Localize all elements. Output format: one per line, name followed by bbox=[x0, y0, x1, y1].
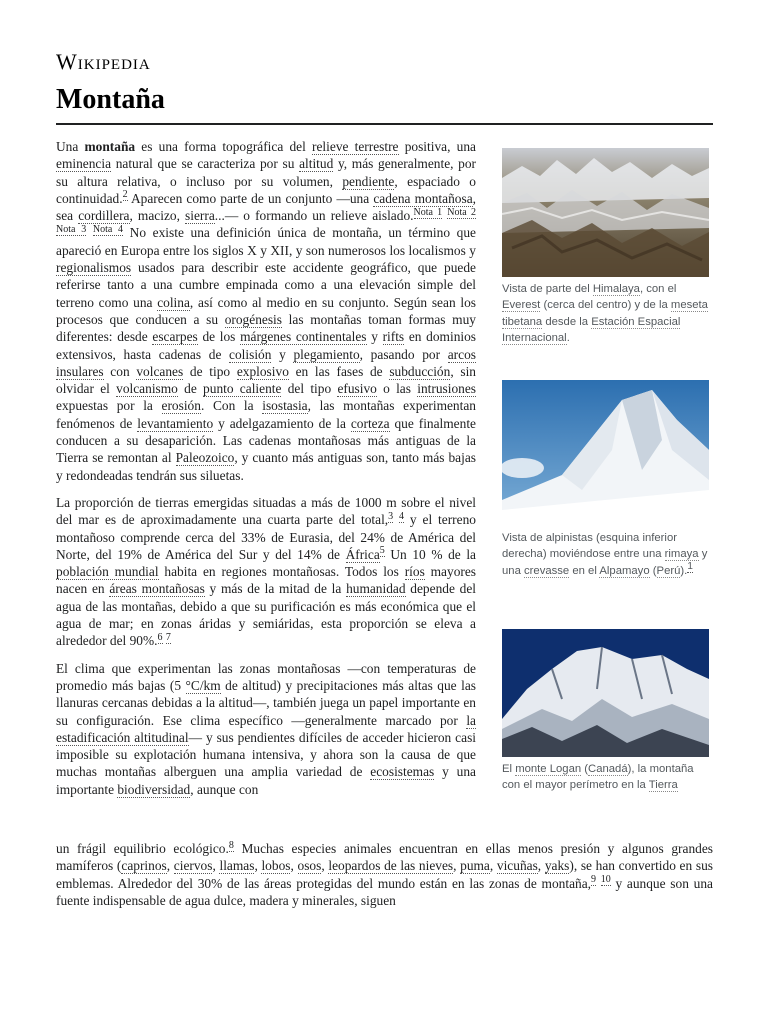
wiki-link[interactable]: Himalaya bbox=[592, 283, 640, 295]
wiki-link[interactable]: Perú bbox=[656, 564, 681, 577]
wiki-link[interactable]: puma bbox=[460, 858, 490, 874]
wiki-link[interactable]: meseta tibetana bbox=[502, 299, 708, 328]
wiki-link[interactable]: Alpamayo bbox=[599, 564, 650, 577]
wiki-link[interactable]: efusivo bbox=[337, 381, 377, 397]
wiki-link[interactable]: punto caliente bbox=[203, 381, 282, 397]
wiki-link[interactable]: explosivo bbox=[236, 363, 289, 379]
wiki-link[interactable]: osos bbox=[297, 858, 322, 874]
paragraph: un frágil equilibrio ecológico.$^8$ Muchas especies animales encuentran en ellas menos presión y algunos grandes mamíferos (caprinos, ciervos, llamas, lobos, osos, leopardos de las nieves, puma, vicuñas, yaks), se han convertido en sus emblemas. Alrededor del 30% de las áreas protegidas del mundo están en las zonas de montaña,$^9$ $^{10}$ y aunque son una fuente indispensable de agua dulce, madera y minerales, siguen bbox=[56, 839, 713, 908]
wiki-link[interactable]: sierra bbox=[185, 208, 215, 224]
wiki-link[interactable]: corteza bbox=[350, 415, 390, 431]
wiki-link[interactable]: ciervos bbox=[173, 858, 213, 874]
title-divider bbox=[56, 123, 713, 125]
wiki-link[interactable]: Estación Espacial Internacional bbox=[502, 315, 681, 345]
bold-term: montaña bbox=[84, 139, 136, 154]
wiki-link[interactable]: volcanes bbox=[136, 363, 184, 379]
wiki-link[interactable]: monte Logan bbox=[515, 763, 582, 775]
wiki-link[interactable]: eminencia bbox=[56, 156, 112, 172]
wiki-link[interactable]: Tierra bbox=[648, 779, 678, 792]
figure-logan bbox=[502, 629, 709, 794]
logan-image[interactable] bbox=[502, 629, 709, 757]
wiki-link[interactable]: rifts bbox=[382, 329, 405, 345]
himalaya-image[interactable] bbox=[502, 148, 709, 277]
paragraph: Una montaña es una forma topográfica del relieve terrestre positiva, una eminencia natural que se caracteriza por su altitud y, más generalmente, por su altura relativa, o incluso por su volumen, pendiente, espaciado o continuidad.$^2$ Aparecen como parte de un conjunto —una cadena montañosa, sea cordillera, macizo, sierra...— o formando un relieve aislado.$^{Nota 1}$ $^{Nota 2}$ $^{Nota 3}$ $^{Nota 4}$ No existe una definición única de montaña, un término que apareció en Europa entre los siglos X y XII, y son numerosos los localismos y regionalismos usados para describir este accidente geográfico, que puede referirse tanto a una cumbre empinada como a una elevación simple del terreno como una colina, así como al medio en su conjunto. Según sean los procesos que conducen a su orogénesis las montañas toman formas muy diferentes: desde escarpes de los márgenes continentales y rifts en dominios extensivos, hasta cadenas de colisión y plegamiento, pasando por arcos insulares con volcanes de tipo explosivo en las fases de subducción, sin olvidar el volcanismo de punto caliente del tipo efusivo o las intrusiones expuestas por la erosión. Con la isostasia, las montañas experimentan fenómenos de levantamiento y adelgazamiento de la corteza que finalmente conducen a su desaparición. Las cadenas montañosas más antiguas de la Tierra se remontan al Paleozoico, y cuanto más antiguas son, tanto más bajas y redondeadas tendrán sus siluetas. bbox=[56, 139, 477, 483]
wiki-link[interactable]: crevasse bbox=[524, 564, 570, 577]
reference-marker[interactable]: 7 bbox=[165, 631, 171, 643]
figure-himalaya bbox=[502, 148, 709, 347]
reference-marker[interactable]: Nota 2 bbox=[447, 206, 476, 218]
article-body bbox=[56, 138, 476, 798]
page-title: Montaña bbox=[56, 84, 165, 115]
figure-alpamayo bbox=[502, 380, 709, 579]
wiki-link[interactable]: escarpes bbox=[152, 329, 198, 345]
wiki-link[interactable]: humanidad bbox=[346, 581, 406, 597]
reference-marker[interactable]: Nota 3 bbox=[56, 224, 87, 236]
article-body-continued bbox=[56, 840, 713, 909]
wiki-link[interactable]: llamas bbox=[219, 858, 255, 874]
wiki-link[interactable]: plegamiento bbox=[293, 346, 360, 362]
wiki-link[interactable]: volcanismo bbox=[116, 381, 178, 397]
reference-marker[interactable]: 3 bbox=[388, 510, 394, 522]
reference-marker[interactable]: 6 bbox=[157, 631, 163, 643]
wiki-link[interactable]: altitud bbox=[299, 156, 334, 172]
wiki-link[interactable]: Canadá bbox=[588, 763, 628, 775]
figure-caption: Vista de alpinistas (esquina inferior derecha) moviéndose entre una rimaya y una crevasse en el Alpamayo (Perú).$^1$ bbox=[502, 532, 708, 577]
wiki-link[interactable]: cordillera bbox=[78, 208, 130, 224]
wiki-link[interactable]: regionalismos bbox=[56, 260, 132, 276]
wiki-link[interactable]: isostasia bbox=[262, 398, 308, 414]
alpamayo-image[interactable] bbox=[502, 380, 709, 526]
reference-marker[interactable]: Nota 1 bbox=[413, 206, 443, 218]
wiki-link[interactable]: colina bbox=[157, 294, 190, 310]
wiki-link[interactable]: cadena montañosa bbox=[373, 190, 473, 206]
figure-caption: El monte Logan (Canadá), la montaña con el mayor perímetro en la Tierra bbox=[502, 763, 694, 792]
wiki-link[interactable]: pendiente bbox=[342, 173, 395, 189]
wiki-link[interactable]: biodiversidad bbox=[117, 781, 191, 797]
reference-marker[interactable]: 4 bbox=[399, 510, 405, 522]
paragraph: El clima que experimentan las zonas montañosas —con temperaturas de promedio más bajas (5 °C/km de altitud) y precipitaciones más altas que las llanuras cercanas debidas a la altitud—, también juega un papel importante en su configuración. Ese clima específico —generalmente marcado por la estadificación altitudinal— y sus pendientes difíciles de acceder hicieron casi imposible su explotación humana intensiva, y ahora son la causa de que muchas montañas alberguen una amplia variedad de ecosistemas y una importante biodiversidad, aunque con bbox=[56, 660, 476, 797]
wiki-link[interactable]: Everest bbox=[502, 299, 541, 312]
wiki-link[interactable]: erosión bbox=[161, 398, 201, 414]
reference-marker[interactable]: 5 bbox=[379, 545, 385, 557]
wiki-link[interactable]: África bbox=[345, 546, 380, 562]
wiki-link[interactable]: relieve terrestre bbox=[312, 139, 399, 154]
wiki-link[interactable]: márgenes continentales bbox=[240, 329, 367, 345]
reference-marker[interactable]: 9 bbox=[591, 874, 597, 886]
wiki-link[interactable]: levantamiento bbox=[137, 415, 214, 431]
figure-caption: Vista de parte del Himalaya, con el Everest (cerca del centro) y de la meseta tibetana desde la Estación Espacial Internacional. bbox=[502, 283, 708, 345]
wiki-link[interactable]: Paleozoico bbox=[175, 450, 235, 466]
wiki-link[interactable]: lobos bbox=[261, 858, 291, 874]
wiki-link[interactable]: yaks bbox=[544, 858, 570, 874]
wiki-link[interactable]: caprinos bbox=[121, 858, 167, 874]
reference-marker[interactable]: 1 bbox=[687, 561, 693, 573]
wiki-link[interactable]: áreas montañosas bbox=[109, 581, 205, 597]
wiki-link[interactable]: rimaya bbox=[664, 548, 699, 561]
wiki-link[interactable]: subducción bbox=[389, 363, 451, 379]
paragraph: La proporción de tierras emergidas situadas a más de 1000 m sobre el nivel del mar es de aproximadamente una cuarta parte del total,$^3$ $^4$ y el terreno montañoso comprende cerca del 33% de Eurasia, del 24% de América del Norte, del 19% de América del Sur y del 14% de África$^5$ Un 10 % de la población mundial habita en regiones montañosas. Todos los ríos mayores nacen en áreas montañosas y más de la mitad de la humanidad depende del agua de las montañas, debido a que su purificación es más económica que el agua de mar; en zonas áridas y semiáridas, esta proporción se eleva a alrededor del 90%.$^6$ $^7$ bbox=[56, 494, 477, 649]
wiki-link[interactable]: la estadificación altitudinal bbox=[56, 712, 476, 745]
wiki-link[interactable]: ríos bbox=[404, 564, 425, 580]
wiki-link[interactable]: ecosistemas bbox=[370, 764, 435, 780]
reference-marker[interactable]: 2 bbox=[122, 189, 128, 201]
wiki-link[interactable]: orogénesis bbox=[224, 311, 282, 327]
wiki-link[interactable]: intrusiones bbox=[417, 381, 476, 397]
wikipedia-logo[interactable]: Wikipedia bbox=[56, 49, 151, 74]
wiki-link[interactable]: vicuñas bbox=[496, 858, 538, 874]
reference-marker[interactable]: Nota 4 bbox=[92, 224, 124, 236]
wiki-link[interactable]: colisión bbox=[229, 346, 272, 362]
wiki-link[interactable]: arcos insulares bbox=[56, 346, 476, 379]
reference-marker[interactable]: 8 bbox=[228, 839, 234, 851]
wiki-link[interactable]: leopardos de las nieves bbox=[328, 858, 454, 874]
wiki-link[interactable]: población mundial bbox=[56, 564, 159, 580]
wiki-link[interactable]: °C/km bbox=[185, 677, 221, 693]
reference-marker[interactable]: 10 bbox=[600, 874, 611, 886]
